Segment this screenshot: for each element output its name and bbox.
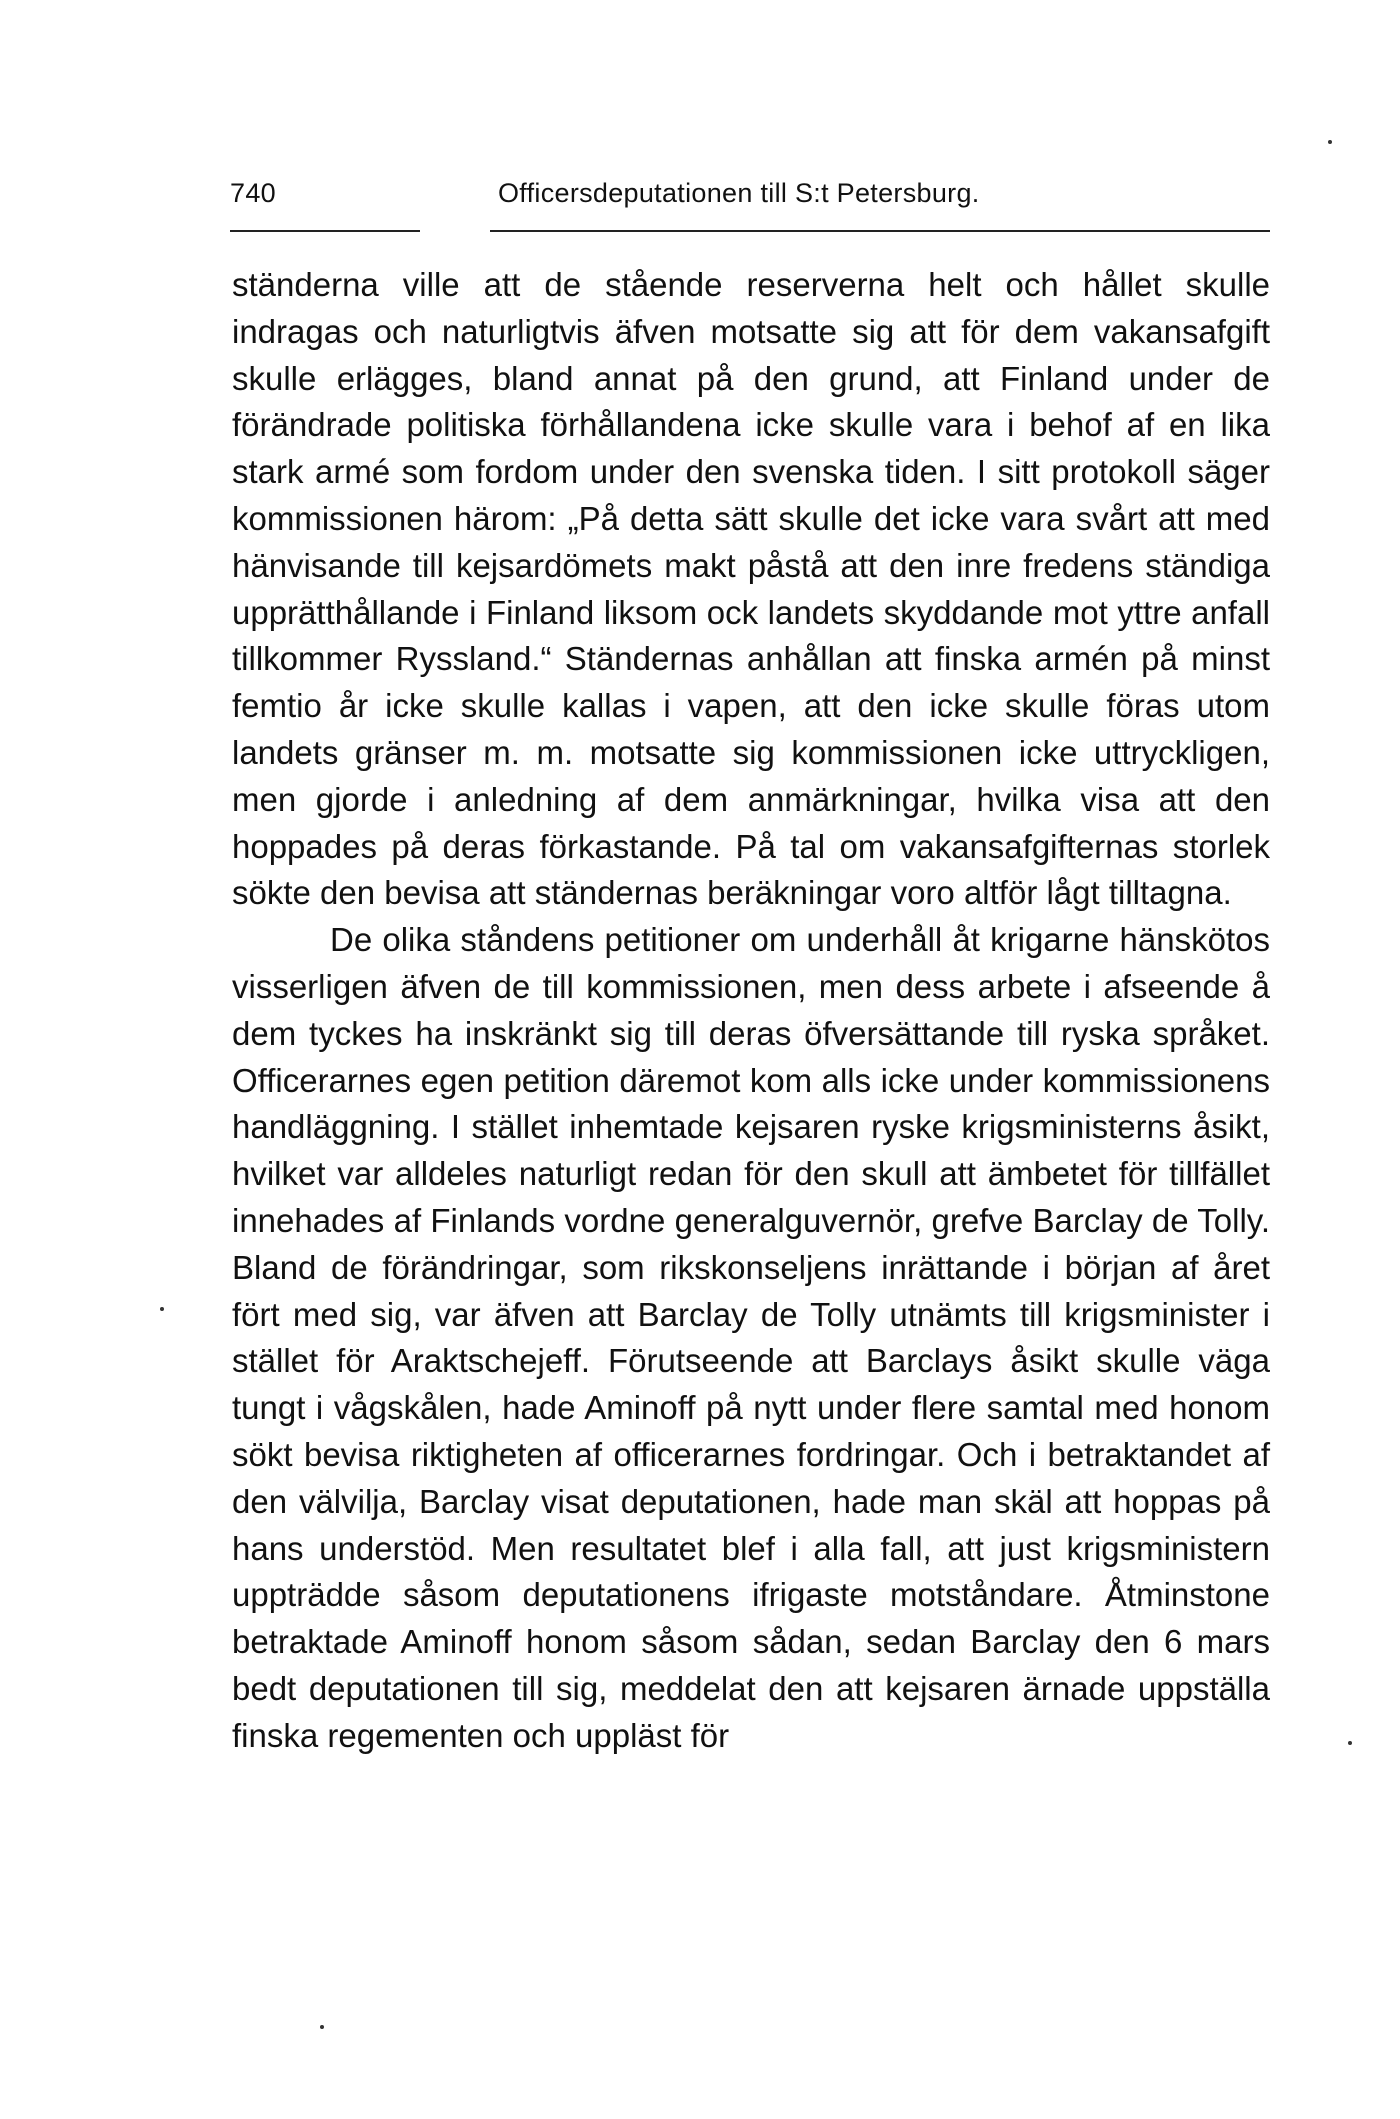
running-title: Officersdeputationen till S:t Petersburg. xyxy=(498,178,980,208)
print-speck xyxy=(320,2025,324,2029)
running-header xyxy=(230,178,1270,218)
print-speck xyxy=(1328,140,1332,144)
print-speck xyxy=(160,1307,164,1311)
paragraph-1: ständerna ville att de stående reserverna helt och hållet skulle indragas och naturligtvis äfven motsatte sig att för dem vakansafgift skulle erlägges, bland annat på den grund, att Finland under de förändrade politiska förhållandena icke skulle vara i behof af en lika stark armé som fordom under den svenska tiden. I sitt protokoll säger kommissionen härom: „På detta sätt skulle det icke vara svårt att med hänvisande till kejsardömets makt påstå att den inre fredens ständiga upprätthållande i Finland liksom ock landets skyddande mot yttre anfall tillkommer Ryssland.“ Ständernas anhållan att finska armén på minst femtio år icke skulle kallas i vapen, att den icke skulle föras utom landets gränser m. m. motsatte sig kommissionen icke uttryckligen, men gjorde i anledning af dem anmärkningar, hvilka visa att den hoppades på deras förkastande. På tal om vakansafgifternas storlek sökte den bevisa att ständernas beräkningar voro altför lågt tilltagna. xyxy=(232,266,1270,912)
header-rule-gap xyxy=(420,229,490,233)
body-text xyxy=(232,262,1270,1760)
paragraph-2: De olika ståndens petitioner om underhåll åt krigarne hänskötos visserligen äfven de till kommissionen, men dess arbete i afseende å dem tyckes ha inskränkt sig till deras öfversättande till ryska språket. Officerarnes egen petition däremot kom alls icke under kommissionens handläggning. I stället inhemtade kejsaren ryske krigsministerns åsikt, hvilket var alldeles naturligt redan för den skull att ämbetet för tillfället innehades af Finlands vordne generalguvernör, grefve Barclay de Tolly. Bland de förändringar, som rikskonseljens inrättande i början af året fört med sig, var äfven att Barclay de Tolly utnämts till krigsminister i stället för Araktschejeff. Förutseende att Barclays åsikt skulle väga tungt i vågskålen, hade Aminoff på nytt under flere samtal med honom sökt bevisa riktigheten af officerarnes fordringar. Och i betraktandet af den välvilja, Barclay visat deputationen, hade man skäl att hoppas på hans understöd. Men resultatet blef i alla fall, att just krigsministern uppträdde såsom deputationens ifrigaste motståndare. Åtminstone betraktade Aminoff honom såsom sådan, sedan Barclay den 6 mars bedt deputationen till sig, meddelat den att kejsaren ärnade uppställa finska regementen och uppläst för xyxy=(232,921,1270,1754)
print-speck xyxy=(1348,1741,1352,1745)
header-rule xyxy=(230,230,1270,232)
page-number: 740 xyxy=(230,178,276,208)
